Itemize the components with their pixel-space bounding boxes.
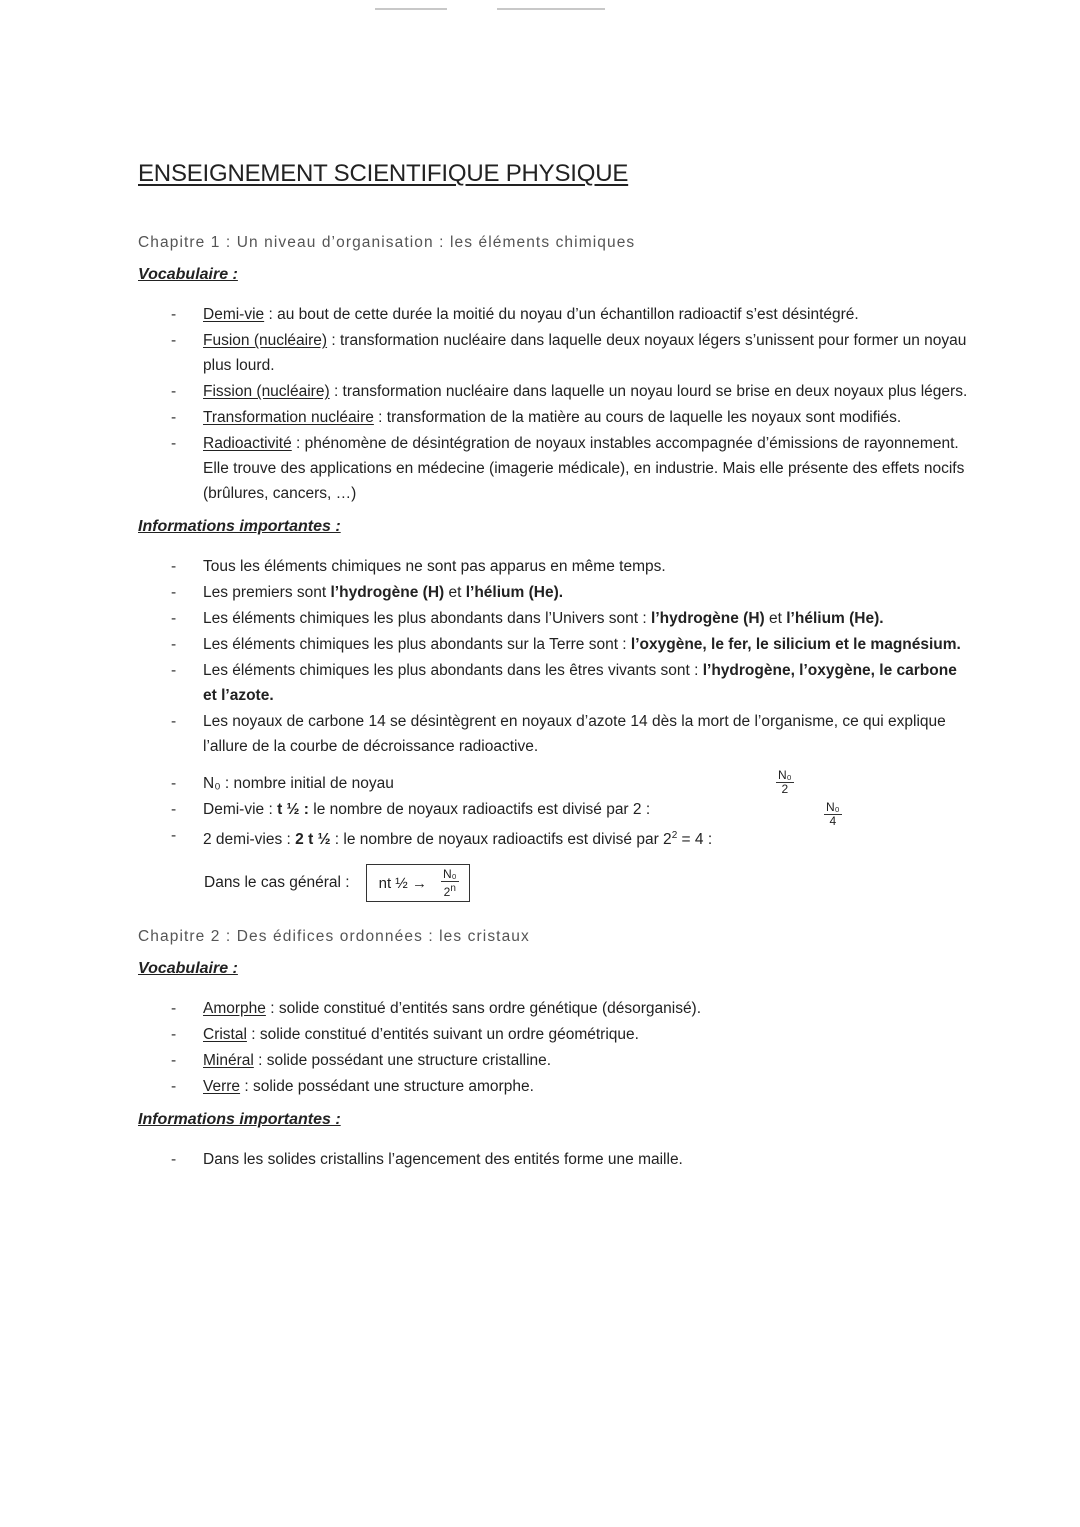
formula-text: : le nombre de noyaux radioactifs est divisé par 2: [330, 831, 672, 849]
general-case-label: Dans le cas général :: [204, 874, 350, 892]
vocab-term: Cristal: [203, 1026, 247, 1044]
chapter-2-info-heading: Informations importantes :: [138, 1111, 341, 1129]
chapter-2-info-list: [138, 1147, 968, 1172]
info-text: Dans les solides cristallins l’agencement des entités forme une maille.: [203, 1151, 683, 1169]
vocab-term: Transformation nucléaire: [203, 409, 374, 426]
fraction-numerator: N₀: [778, 768, 792, 782]
info-bold: l’hélium (He).: [786, 610, 884, 627]
formula-list: [138, 768, 968, 852]
formula-text: le nombre de noyaux radioactifs est divisé par 2 :: [308, 801, 651, 818]
denominator-exponent: n: [450, 882, 456, 894]
page-title: ENSEIGNEMENT SCIENTIFIQUE PHYSIQUE: [138, 160, 629, 187]
formula-exponent: 2: [671, 830, 678, 841]
fraction-n0-over-4: [824, 801, 842, 828]
fraction-denominator: 4: [829, 814, 837, 828]
formula-bold: 2 t ½: [295, 831, 331, 849]
n0-definition: N₀ : nombre initial de noyau: [203, 775, 394, 792]
list-item: [138, 431, 968, 506]
list-item: [138, 658, 968, 708]
info-bold: l’oxygène, le fer, le silicium et le magnésium.: [630, 636, 961, 653]
vocab-term: Verre: [203, 1078, 241, 1096]
info-bold: l’hélium (He).: [465, 584, 564, 601]
chapter-1-vocab-list: [138, 302, 968, 506]
list-item: [138, 1147, 968, 1172]
vocab-definition: : transformation nucléaire dans laquelle deux noyaux légers s’unissent pour former un noyau plus lourd.: [203, 332, 967, 374]
fraction-denominator: [442, 882, 458, 899]
formula-expression: nt ½ →: [378, 874, 427, 892]
vocab-definition: : solide possédant une structure amorphe.: [240, 1078, 534, 1096]
vocab-definition: : phénomène de désintégration de noyaux instables accompagnée d’émissions de rayonnement. Elle trouve des applications en médecine (imagerie médicale), en industrie. Mais elle présente des effets nocifs (brûlures, cancers, …): [203, 435, 965, 502]
list-item: [138, 554, 968, 579]
info-text: Les éléments chimiques les plus abondants dans les êtres vivants sont :: [203, 662, 703, 679]
list-item: [138, 606, 968, 631]
info-bold: l’hydrogène (H): [330, 584, 445, 601]
vocab-term: Radioactivité: [203, 435, 292, 452]
list-item: [138, 328, 968, 378]
formula-text: = 4 :: [677, 831, 713, 849]
fraction-numerator: N₀: [826, 800, 840, 814]
vocab-definition: : transformation de la matière au cours de laquelle les noyaux sont modifiés.: [373, 409, 902, 426]
info-text: Tous les éléments chimiques ne sont pas apparus en même temps.: [203, 558, 666, 575]
list-item: [138, 632, 968, 657]
general-case-formula: [204, 864, 968, 902]
chapter-1-vocab-heading: Vocabulaire :: [138, 266, 238, 283]
chapter-1-info-heading: Informations importantes :: [138, 518, 341, 535]
info-text: Les premiers sont: [203, 584, 331, 601]
list-item: [138, 379, 968, 404]
list-item: [138, 797, 968, 822]
list-item: [138, 405, 968, 430]
document-page: [138, 160, 968, 1184]
info-text: Les noyaux de carbone 14 se désintègrent en noyaux d’azote 14 dès la mort de l’organisme, ce qui explique l’allure de la courbe de décroissance radioactive.: [203, 713, 946, 755]
info-bold: l’hydrogène, l’oxygène, le carbone et l’azote.: [203, 662, 957, 704]
list-item: [138, 1048, 968, 1073]
formula-text: Demi-vie :: [203, 801, 278, 818]
denominator-base: 2: [443, 884, 451, 899]
vocab-definition: : solide constitué d’entités sans ordre génétique (désorganisé).: [265, 1000, 702, 1018]
formula-bold: t ½ :: [277, 801, 309, 818]
vocab-definition: : solide constitué d’entités suivant un ordre géométrique.: [246, 1026, 639, 1044]
list-item: [138, 302, 968, 327]
list-item: [138, 580, 968, 605]
chapter-2-heading: Chapitre 2 : Des édifices ordonnées : les cristaux: [138, 928, 530, 946]
list-item: [138, 823, 968, 852]
vocab-term: Minéral: [203, 1052, 254, 1070]
fraction-n0-over-2: [776, 769, 794, 796]
vocab-term: Demi-vie: [203, 306, 265, 323]
vocab-definition: : au bout de cette durée la moitié du noyau d’un échantillon radioactif s’est désintégré.: [264, 306, 859, 323]
info-text: et: [764, 610, 787, 627]
list-item: [138, 768, 968, 796]
list-item: [138, 996, 968, 1021]
formula-text: 2 demi-vies :: [203, 831, 296, 849]
vocab-definition: : solide possédant une structure cristalline.: [253, 1052, 552, 1070]
top-edge-marks: [0, 8, 1080, 14]
info-text: Les éléments chimiques les plus abondants dans l’Univers sont :: [203, 610, 652, 627]
formula-box: [366, 864, 470, 902]
vocab-term: Fission (nucléaire): [203, 383, 330, 400]
chapter-2-vocab-list: [138, 996, 968, 1099]
info-bold: l’hydrogène (H): [651, 610, 765, 627]
info-text: Les éléments chimiques les plus abondants sur la Terre sont :: [203, 636, 631, 653]
fraction-n0-over-2n: [441, 868, 459, 899]
chapter-1-info-list: [138, 554, 968, 759]
vocab-definition: : transformation nucléaire dans laquelle un noyau lourd se brise en deux noyaux plus légers.: [329, 383, 968, 400]
list-item: [138, 1074, 968, 1099]
info-text: et: [444, 584, 466, 601]
vocab-term: Fusion (nucléaire): [203, 332, 328, 349]
chapter-1-heading: Chapitre 1 : Un niveau d’organisation : les éléments chimiques: [138, 234, 636, 251]
vocab-term: Amorphe: [203, 1000, 266, 1018]
fraction-denominator: 2: [781, 782, 789, 796]
fraction-numerator: N₀: [442, 866, 457, 881]
list-item: [138, 1022, 968, 1047]
chapter-2-vocab-heading: Vocabulaire :: [138, 960, 238, 978]
list-item: [138, 709, 968, 759]
